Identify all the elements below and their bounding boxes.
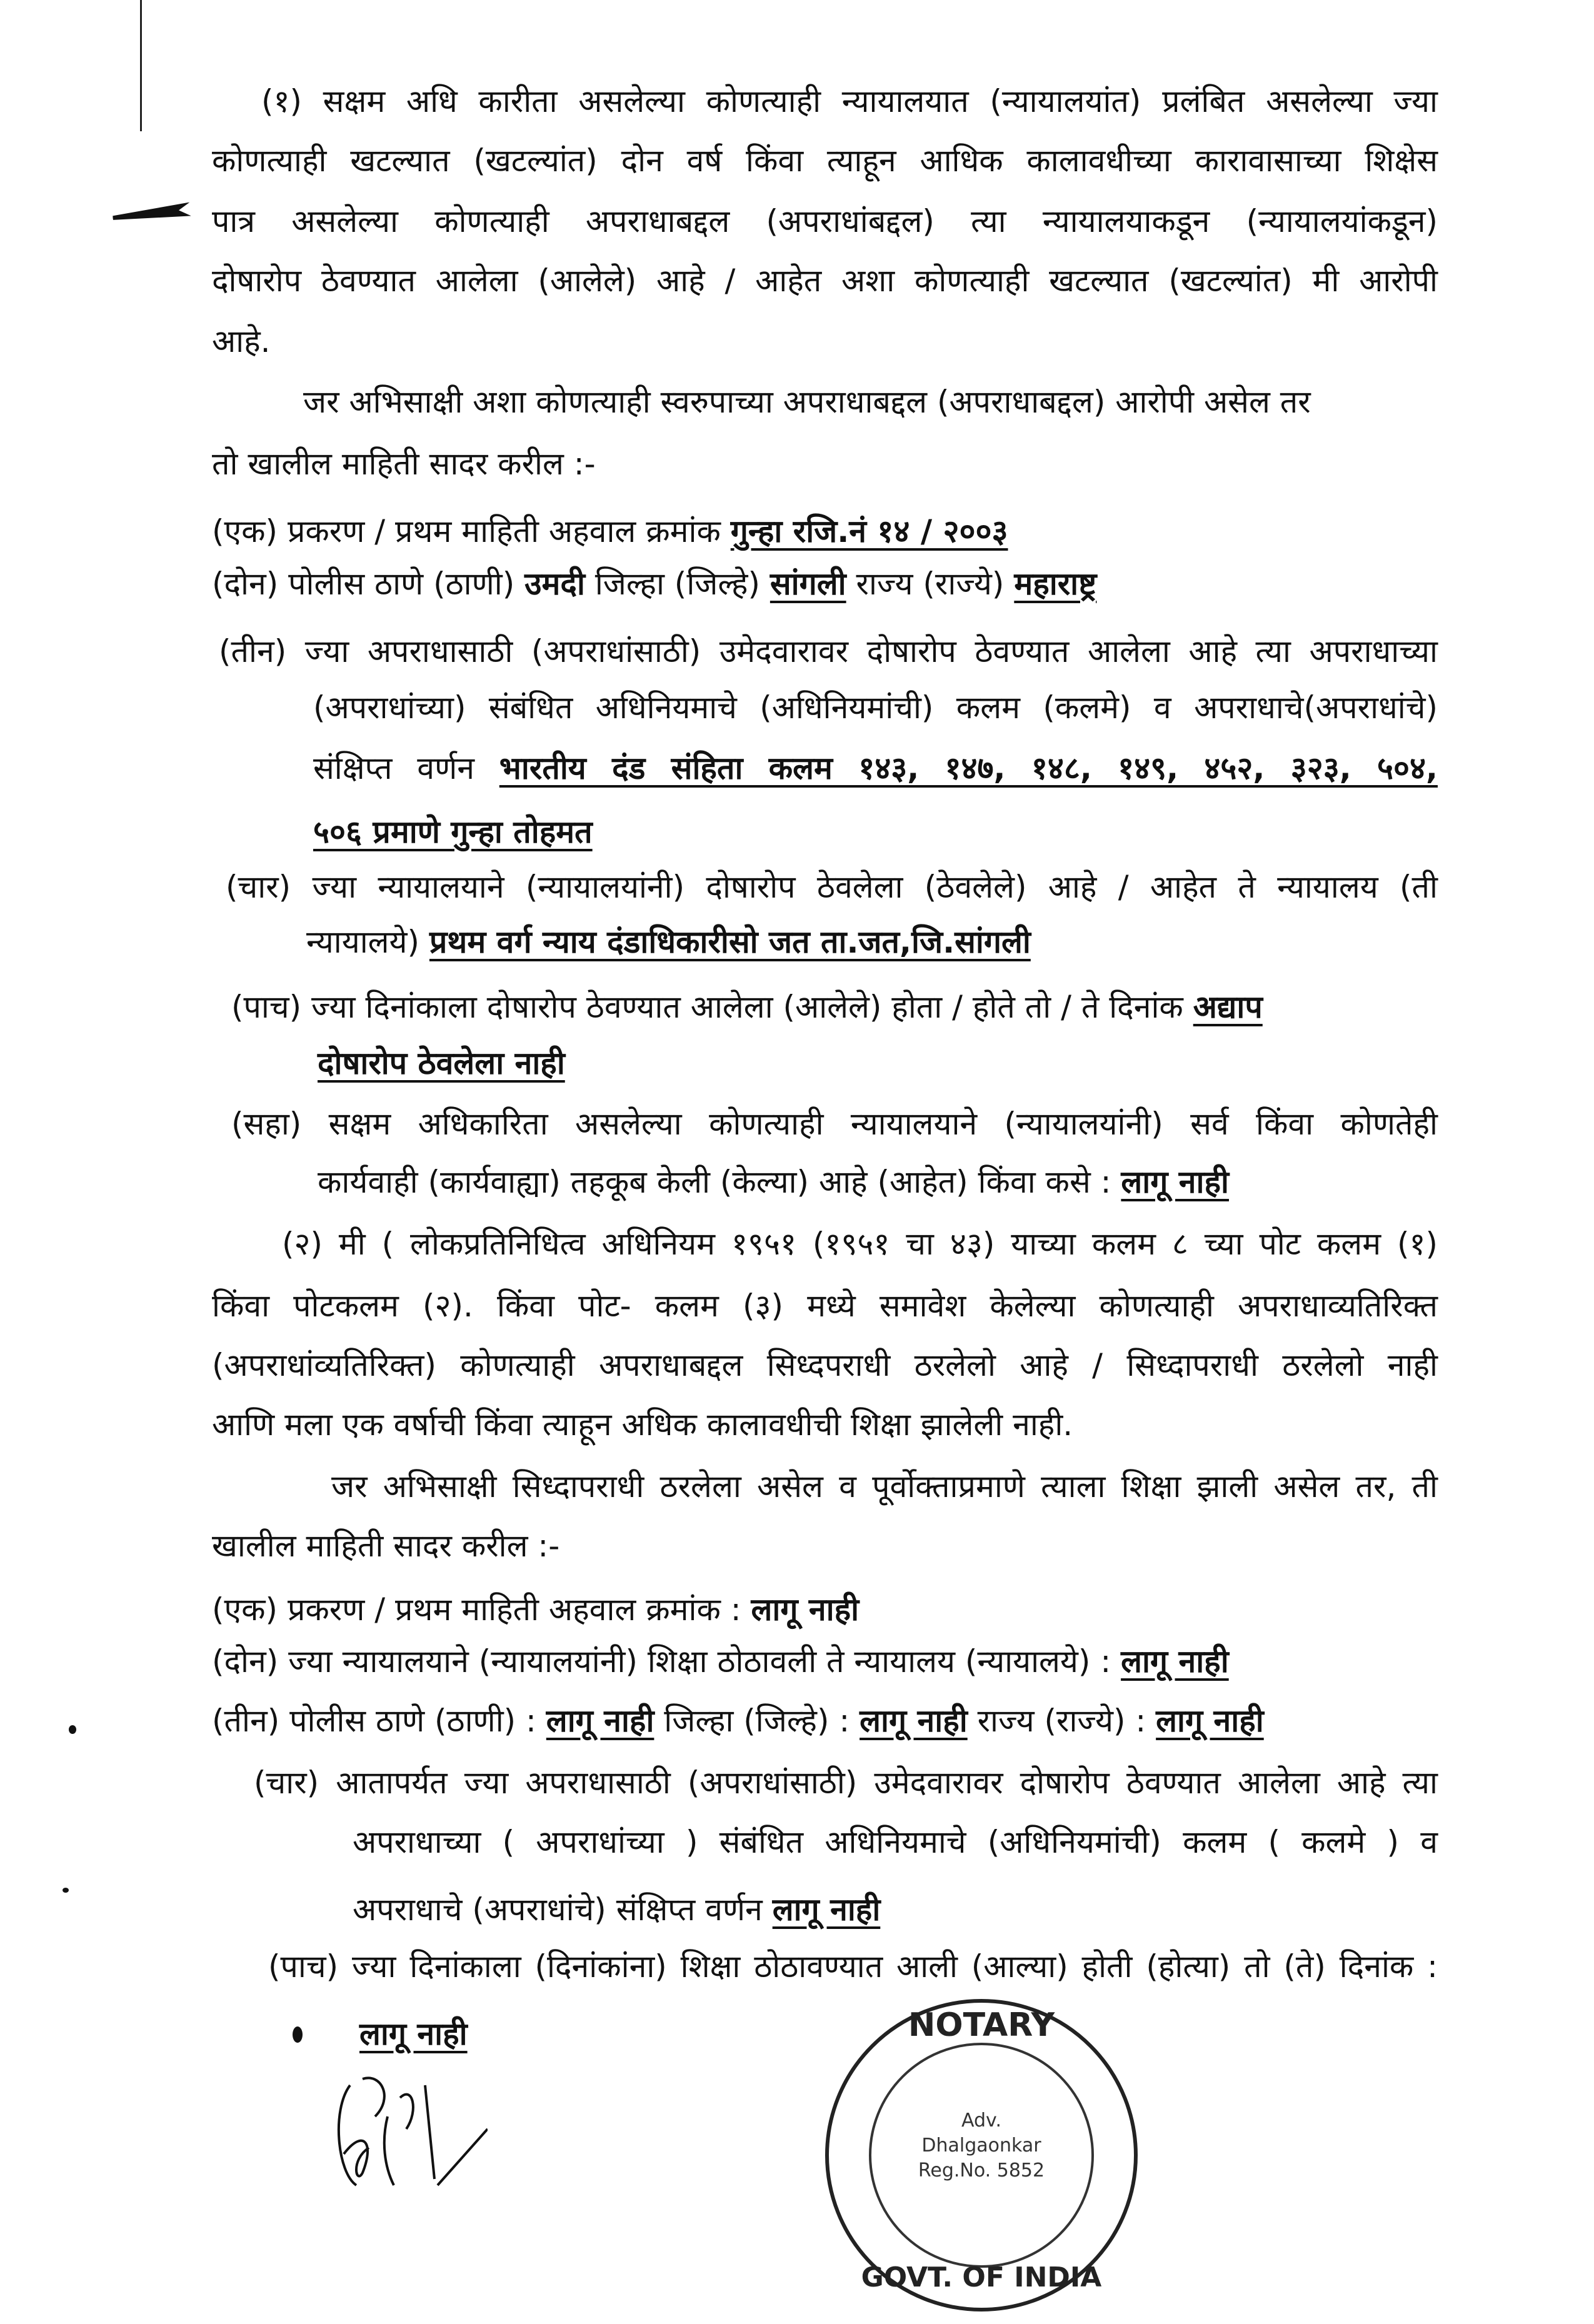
filled-value: ५०६ प्रमाणे गुन्हा तोहमत xyxy=(313,814,593,850)
margin-line xyxy=(140,0,142,131)
text-segment: जर अभिसाक्षी सिध्दापराधी ठरलेला असेल व पूर्वोक्ताप्रमाणे त्याला शिक्षा झाली असेल तर, ती xyxy=(331,1468,1438,1505)
text-line xyxy=(212,321,1550,361)
text-line xyxy=(212,1701,1550,1741)
text-line xyxy=(353,1890,1550,1930)
ink-mark xyxy=(63,1888,69,1893)
text-segment: (१) सक्षम अधि कारीता असलेल्या कोणत्याही न्यायालयात (न्यायालयांत) प्रलंबित असलेल्या ज्या xyxy=(261,83,1438,119)
text-segment: (२) मी ( लोकप्रतिनिधित्व अधिनियम १९५१ (१९५१ चा ४३) याच्या कलम ८ च्या पोट कलम (१) xyxy=(282,1226,1438,1262)
stamp-top-text: NOTARY xyxy=(908,2006,1055,2044)
text-line xyxy=(313,688,1438,728)
filled-value: महाराष्ट्र xyxy=(1014,566,1097,602)
text-segment: जिल्हा (जिल्हे) xyxy=(584,566,770,602)
filled-value: अद्याप xyxy=(1193,989,1263,1025)
text-segment: खालील माहिती सादर करील :- xyxy=(212,1528,560,1564)
text-segment: किंवा पोटकलम (२). किंवा पोट- कलम (३) मध्ये समावेश केलेल्या कोणत्याही अपराधाव्यतिरिक्त xyxy=(212,1288,1438,1324)
text-segment: न्यायालये) xyxy=(306,924,429,960)
text-line xyxy=(261,81,1438,121)
notary-stamp xyxy=(825,1999,1138,2311)
text-segment: (तीन) पोलीस ठाणे (ठाणी) : xyxy=(212,1703,546,1739)
filled-value: सांगली xyxy=(769,566,846,602)
text-segment: जर अभिसाक्षी अशा कोणत्याही स्वरुपाच्या अपराधाबद्दल (अपराधाबद्दल) आरोपी असेल तर xyxy=(303,384,1311,420)
text-segment: (पाच) ज्या दिनांकाला (दिनांकांना) शिक्षा ठोठावण्यात आली (आल्या) होती (होत्या) तो (ते) दिनांक : xyxy=(268,1948,1438,1985)
text-line xyxy=(353,1822,1438,1862)
text-line xyxy=(219,631,1438,671)
text-segment: अपराधाचे (अपराधांचे) संक्षिप्त वर्णन xyxy=(353,1891,773,1928)
filled-value: भारतीय दंड संहिता कलम १४३, १४७, १४८, १४९, ४५२, ३२३, ५०४, xyxy=(499,750,1438,786)
arrow-mark-icon xyxy=(112,203,191,224)
text-segment: (पाच) ज्या दिनांकाला दोषारोप ठेवण्यात आलेला (आलेले) होता / होते तो / ते दिनांक xyxy=(231,989,1193,1025)
text-segment: जिल्हा (जिल्हे) : xyxy=(654,1703,860,1739)
text-segment: राज्य (राज्ये) xyxy=(846,566,1015,602)
text-line xyxy=(306,922,1550,962)
text-line xyxy=(318,1162,1550,1202)
text-segment: (दोन) पोलीस ठाणे (ठाणी) xyxy=(212,566,525,602)
signature xyxy=(325,2060,488,2204)
text-line xyxy=(212,1405,1550,1445)
text-line xyxy=(231,1104,1438,1144)
text-segment: पात्र असलेल्या कोणत्याही अपराधाबद्दल (अपराधांबद्दल) त्या न्यायालयाकडून (न्यायालयांकडून) xyxy=(212,203,1438,239)
text-segment: अपराधाच्या ( अपराधांच्या ) संबंधित अधिनियमाचे (अधिनियमांची) कलम ( कलमे ) व xyxy=(353,1824,1438,1860)
text-line xyxy=(254,1763,1438,1803)
filled-value: उमदी xyxy=(524,566,585,602)
text-segment: आणि मला एक वर्षाची किंवा त्याहून अधिक कालावधीची शिक्षा झालेली नाही. xyxy=(212,1406,1073,1443)
stamp-line: Adv. xyxy=(961,2110,1001,2131)
text-line xyxy=(212,1345,1438,1385)
filled-value: लागू नाही xyxy=(772,1891,881,1928)
text-line xyxy=(303,382,1550,422)
text-line xyxy=(212,201,1438,241)
text-line xyxy=(212,1286,1438,1326)
text-segment: (चार) ज्या न्यायालयाने (न्यायालयांनी) दोषारोप ठेवलेला (ठेवलेले) आहे / आहेत ते न्यायालय (ती xyxy=(226,869,1438,905)
text-line xyxy=(318,1043,1550,1083)
text-segment: दोषारोप ठेवण्यात आलेला (आलेले) आहे / आहेत अशा कोणत्याही खटल्यात (खटल्यांत) मी आरोपी xyxy=(212,263,1438,299)
text-segment: आहे. xyxy=(212,323,271,359)
text-line xyxy=(212,444,1550,484)
text-line xyxy=(226,867,1438,907)
filled-value: लागू नाही xyxy=(359,2016,468,2052)
text-line xyxy=(212,141,1438,181)
stamp-line: Reg.No. 5852 xyxy=(918,2160,1045,2181)
text-line xyxy=(212,511,1550,551)
stamp-line: Dhalgaonkar xyxy=(921,2135,1041,2156)
filled-value: लागू नाही xyxy=(751,1591,860,1628)
text-segment: राज्य (राज्ये) : xyxy=(967,1703,1156,1739)
stamp-bottom-text: GOVT. OF INDIA xyxy=(861,2261,1102,2293)
text-segment: (एक) प्रकरण / प्रथम माहिती अहवाल क्रमांक : xyxy=(212,1591,751,1628)
stamp-inner-text xyxy=(825,2108,1138,2183)
text-segment: (चार) आतापर्यत ज्या अपराधासाठी (अपराधांसाठी) उमेदवारावर दोषारोप ठेवण्यात आलेला आहे त्या xyxy=(254,1765,1438,1801)
text-segment: (अपराधांच्या) संबंधित अधिनियमाचे (अधिनियमांची) कलम (कलमे) व अपराधाचे(अपराधांचे) xyxy=(313,689,1438,726)
text-line xyxy=(359,2014,468,2054)
text-line xyxy=(231,987,1550,1027)
text-segment: (तीन) ज्या अपराधासाठी (अपराधांसाठी) उमेदवारावर दोषारोप ठेवण्यात आलेला आहे त्या अपराधाच्या xyxy=(219,633,1438,669)
filled-value: दोषारोप ठेवलेला नाही xyxy=(318,1045,565,1081)
text-line xyxy=(212,564,1550,604)
text-segment: कार्यवाही (कार्यवाह्या) तहकूब केली (केल्या) आहे (आहेत) किंवा कसे : xyxy=(318,1164,1121,1200)
filled-value: प्रथम वर्ग न्याय दंडाधिकारीसो जत ता.जत,जि.सांगली xyxy=(429,924,1031,960)
text-line xyxy=(212,1590,1550,1630)
text-segment: (सहा) सक्षम अधिकारिता असलेल्या कोणत्याही न्यायालयाने (न्यायालयांनी) सर्व किंवा कोणतेही xyxy=(231,1106,1438,1142)
text-line xyxy=(268,1946,1438,1986)
text-segment: संक्षिप्त वर्णन xyxy=(313,750,499,786)
text-line xyxy=(313,812,1550,852)
filled-value: लागू नाही xyxy=(860,1703,968,1739)
text-segment: कोणत्याही खटल्यात (खटल्यांत) दोन वर्ष किंवा त्याहून आधिक कालावधीच्या कारावासाच्या शिक्षेस xyxy=(212,143,1438,179)
ink-mark xyxy=(69,1725,76,1734)
text-segment: (अपराधांव्यतिरिक्त) कोणत्याही अपराधाबद्दल सिध्दपराधी ठरलेलो आहे / सिध्दापराधी ठरलेलो नाही xyxy=(212,1347,1438,1383)
text-line xyxy=(282,1224,1438,1264)
text-segment: (दोन) ज्या न्यायालयाने (न्यायालयांनी) शिक्षा ठोठावली ते न्यायालय (न्यायालये) : xyxy=(212,1643,1121,1680)
filled-value: लागू नाही xyxy=(1121,1164,1229,1200)
filled-value: लागू नाही xyxy=(546,1703,654,1739)
filled-value: गुन्हा रजि.नं १४ / २००३ xyxy=(730,513,1008,549)
ink-mark xyxy=(293,2026,303,2043)
text-segment: (एक) प्रकरण / प्रथम माहिती अहवाल क्रमांक xyxy=(212,513,731,549)
text-line xyxy=(313,748,1438,788)
text-line xyxy=(212,1526,1550,1566)
text-segment: तो खालील माहिती सादर करील :- xyxy=(212,446,596,482)
text-line xyxy=(212,1641,1550,1681)
text-line xyxy=(212,261,1438,301)
text-line xyxy=(331,1466,1438,1506)
filled-value: लागू नाही xyxy=(1156,1703,1264,1739)
filled-value: लागू नाही xyxy=(1121,1643,1229,1680)
